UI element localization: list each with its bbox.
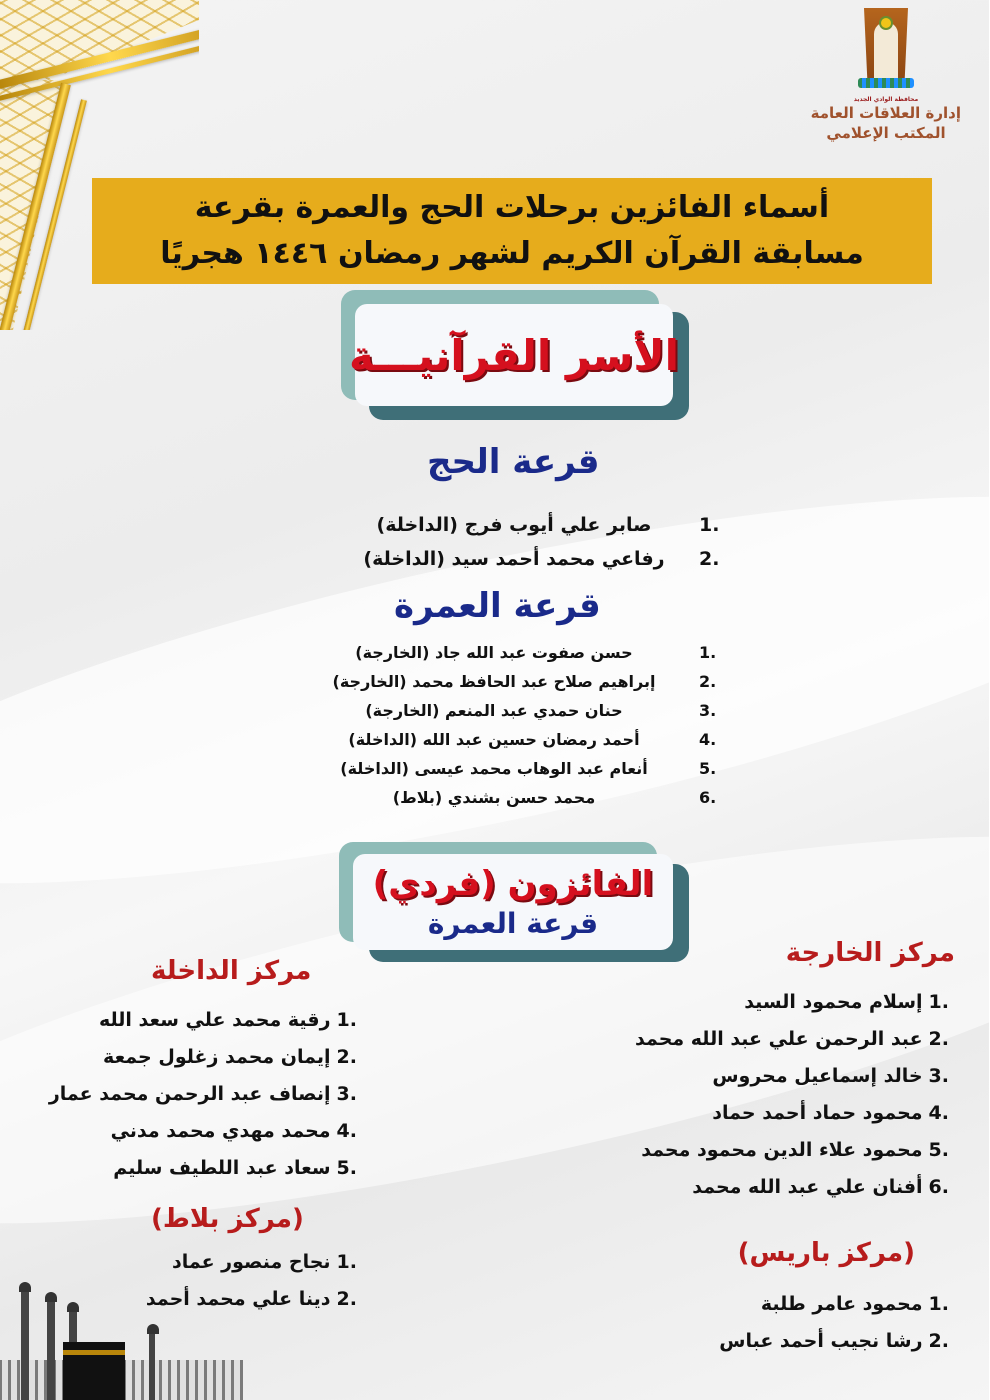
list-item: 4.محمد مهدي محمد مدني <box>111 1120 358 1142</box>
department-name: إدارة العلاقات العامة <box>811 104 962 122</box>
list-item: 2.دينا علي محمد أحمد <box>146 1288 358 1310</box>
list-item: 5.محمود علاء الدين محمود محمد <box>642 1139 950 1161</box>
list-item: 5. أنعام عبد الوهاب محمد عيسى (الداخلة) <box>341 759 718 778</box>
title-line-1: أسماء الفائزين برحلات الحج والعمرة بقرعة <box>195 190 831 225</box>
title-banner <box>93 178 933 284</box>
list-item: 1. حسن صفوت عبد الله جاد (الخارجة) <box>356 643 718 662</box>
list-item: 6. محمد حسن بشندي (بلاط) <box>393 788 718 807</box>
families-header: الأسر القرآنيـــة <box>349 330 681 380</box>
kaaba-icon <box>64 1342 126 1400</box>
kharga-winners-list <box>636 984 950 1206</box>
umrah-winners-list <box>290 638 740 812</box>
paris-center-title: (مركز باريس) <box>738 1238 916 1268</box>
waves-icon <box>859 78 915 88</box>
families-header-box <box>342 290 690 420</box>
list-item: 4. أحمد رمضان حسين عبد الله (الداخلة) <box>349 730 718 749</box>
list-item: 6.أفنان علي عبد الله محمد <box>693 1176 950 1198</box>
kharga-center-title: مركز الخارجة <box>786 938 956 968</box>
office-name: المكتب الإعلامي <box>827 124 947 142</box>
list-item: 1.رقية محمد علي سعد الله <box>99 1009 358 1031</box>
list-item: 2. رفاعي محمد أحمد سيد (الداخلة) <box>364 548 721 570</box>
gate-emblem-icon <box>859 8 915 96</box>
individual-umrah-subheader: قرعة العمرة <box>428 907 600 940</box>
kaaba-illustration <box>0 1280 250 1400</box>
balat-center-title: (مركز بلاط) <box>152 1204 305 1234</box>
paris-winners-list <box>720 1286 950 1360</box>
governorate-logo <box>812 8 962 143</box>
palm-icon <box>880 16 894 30</box>
title-line-2: مسابقة القرآن الكريم لشهر رمضان ١٤٤٦ هجريًا <box>161 236 865 271</box>
list-item: 1.محمود عامر طلبة <box>761 1293 950 1315</box>
list-item: 1.نجاح منصور عماد <box>172 1251 358 1273</box>
list-item: 2.رشا نجيب أحمد عباس <box>720 1330 950 1352</box>
list-item: 2.عبد الرحمن علي عبد الله محمد <box>636 1028 950 1050</box>
list-item: 3.خالد إسماعيل محروس <box>713 1065 950 1087</box>
individual-header-box <box>340 842 690 962</box>
list-item: 2.إيمان محمد زغلول جمعة <box>104 1046 358 1068</box>
hajj-draw-title: قرعة الحج <box>428 442 601 482</box>
list-item: 3. حنان حمدي عبد المنعم (الخارجة) <box>366 701 718 720</box>
list-item: 5.سعاد عبد اللطيف سليم <box>114 1157 358 1179</box>
list-item: 1.إسلام محمود السيد <box>745 991 950 1013</box>
logo-subtitle: محافظة الوادي الجديد <box>854 96 920 103</box>
umrah-draw-title: قرعة العمرة <box>395 586 602 626</box>
list-item: 2. إبراهيم صلاح عبد الحافظ محمد (الخارجة) <box>333 672 718 691</box>
hajj-winners-list <box>330 508 740 576</box>
list-item: 3.إنصاف عبد الرحمن محمد عمار <box>49 1083 358 1105</box>
individual-winners-header: الفائزون (فردي) <box>373 864 655 904</box>
dakhla-winners-list <box>18 1002 358 1187</box>
dakhla-center-title: مركز الداخلة <box>152 956 313 986</box>
list-item: 1. صابر علي أيوب فرج (الداخلة) <box>377 514 721 536</box>
list-item: 4.محمود حماد أحمد حماد <box>713 1102 950 1124</box>
